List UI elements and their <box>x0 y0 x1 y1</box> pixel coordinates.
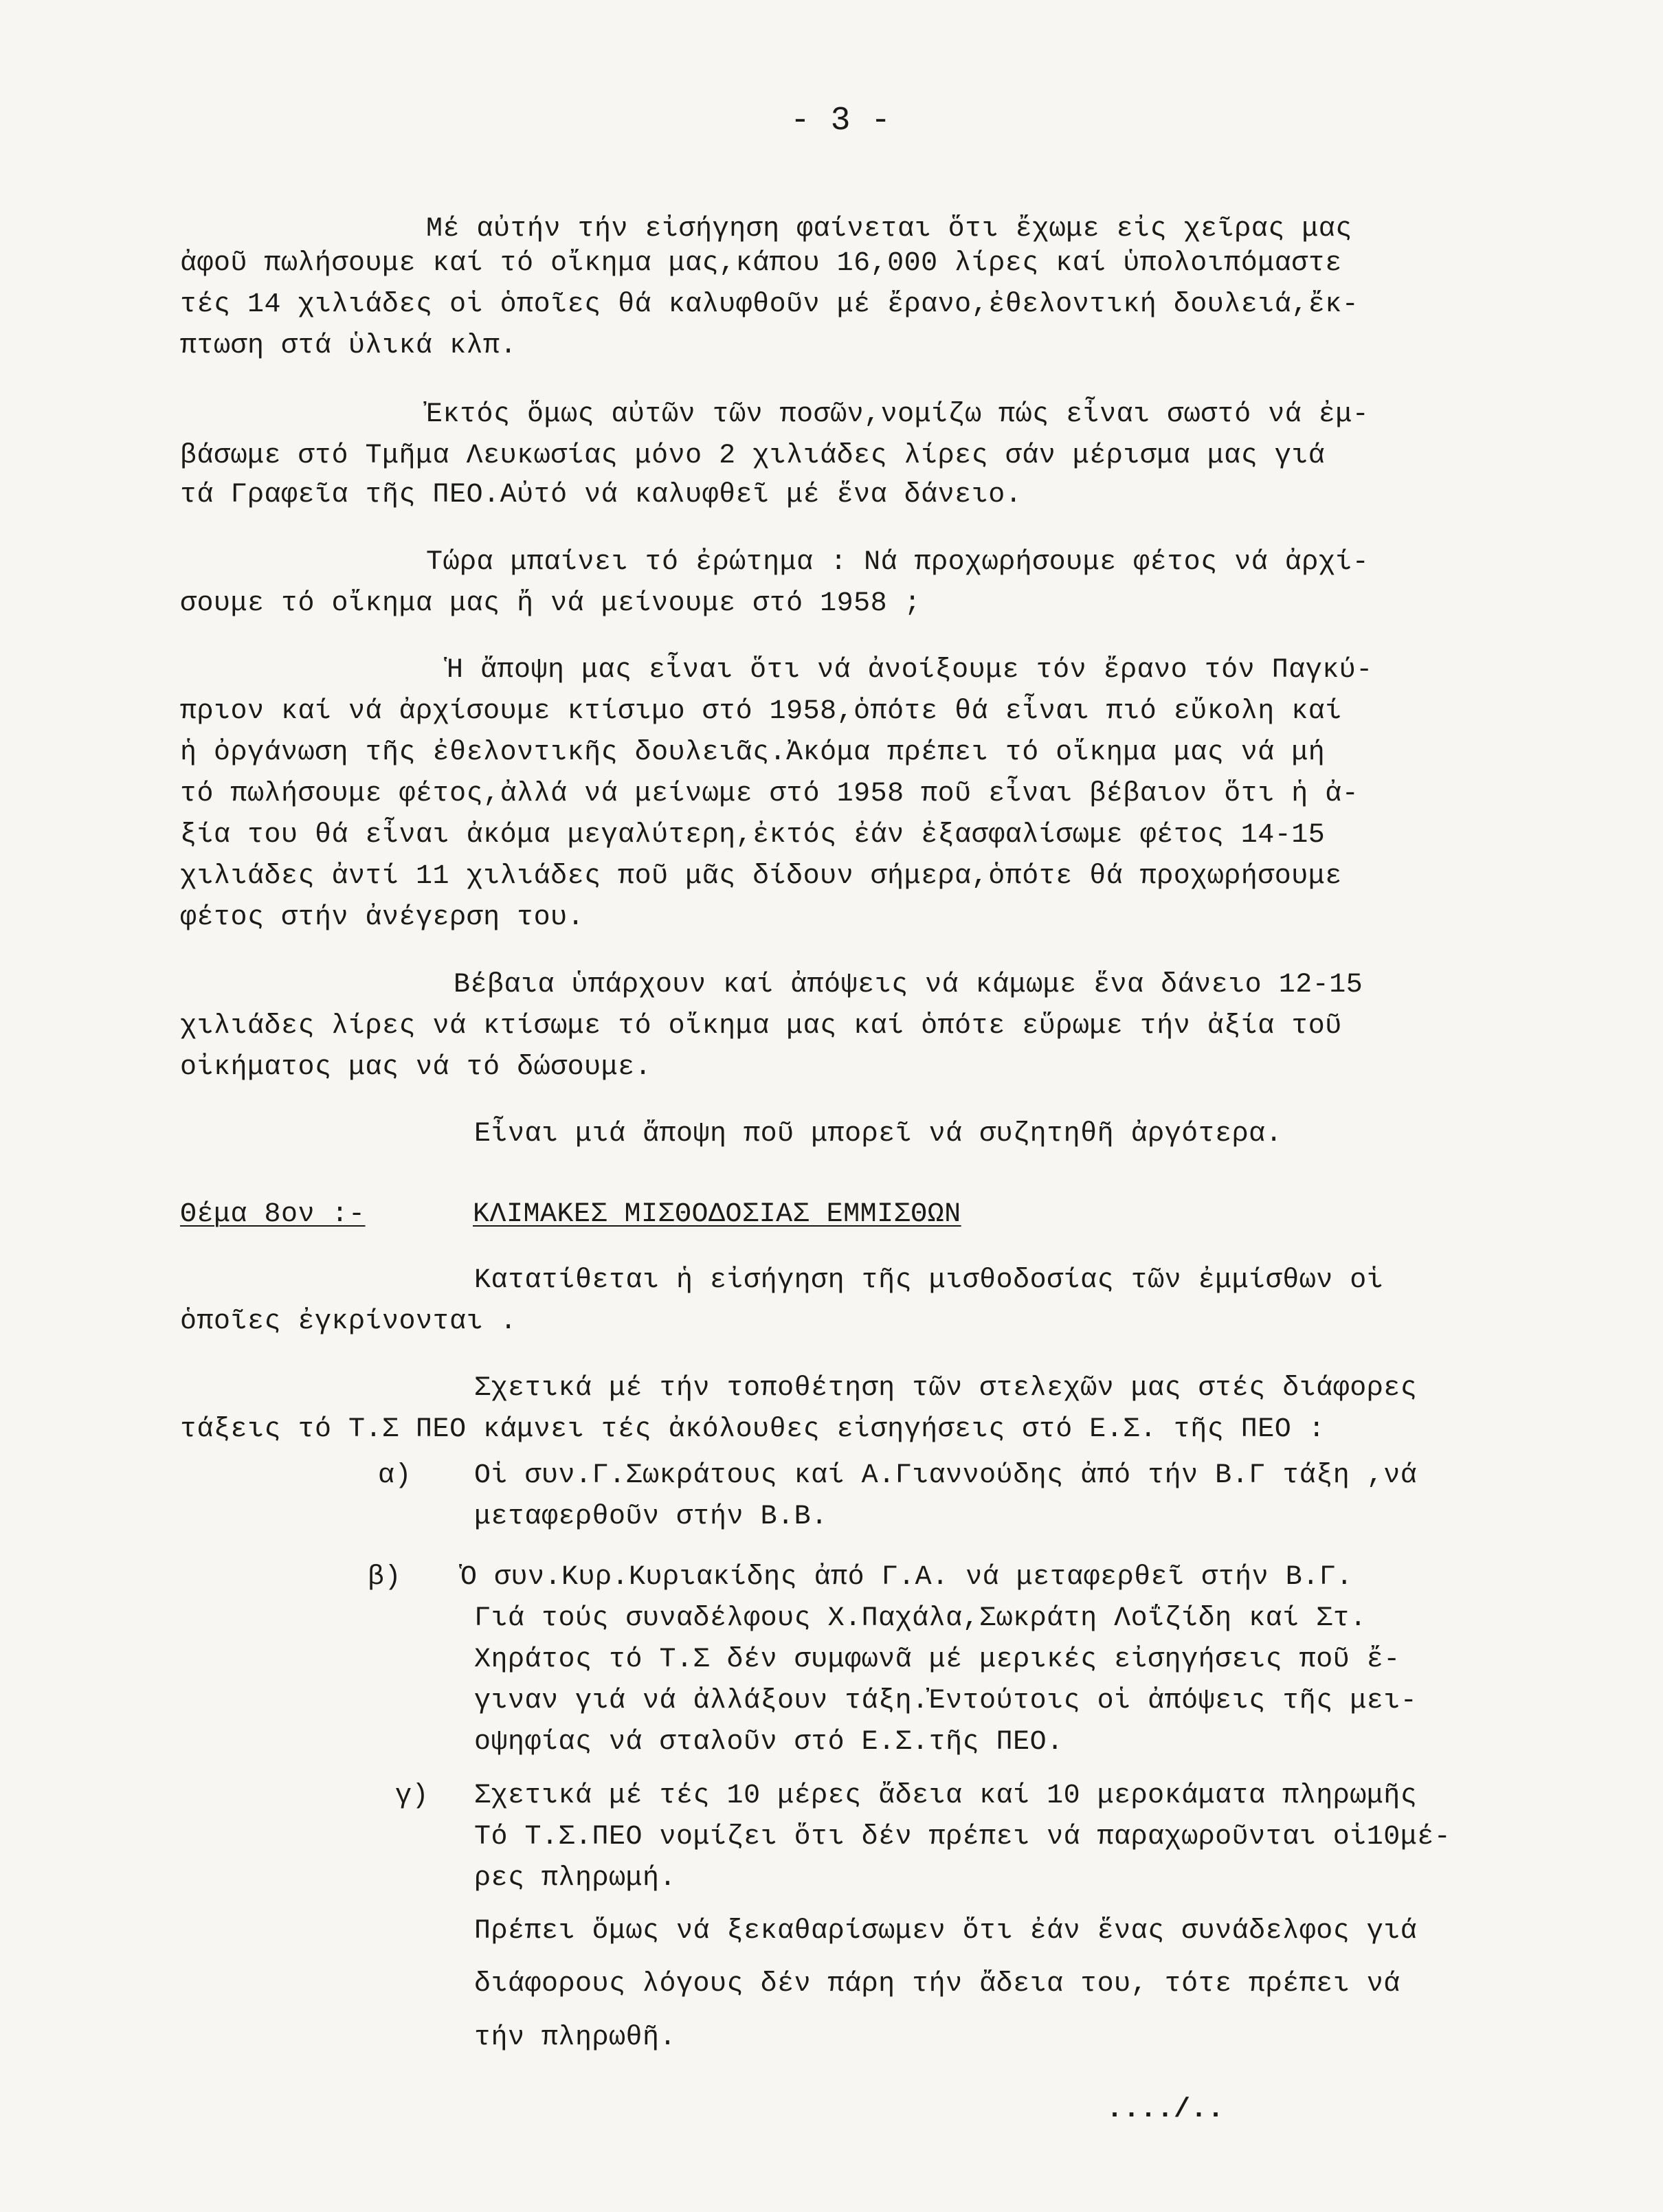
text-line: Βέβαια ὑπάρχουν καί ἀπόψεις νά κάμωμε ἕνα δάνειο 12-15 <box>454 970 1363 1001</box>
text-line: τό πωλήσουμε φέτος,ἀλλά νά μείνωμε στό 1958 ποῦ εἶναι βέβαιον ὅτι ἡ ἀ- <box>180 779 1359 809</box>
list-item-line: γιναν γιά νά ἀλλάξουν τάξη.Ἐντούτοις οἱ ἀπόψεις τῆς μει- <box>474 1686 1418 1717</box>
list-item-line: Οἱ συν.Γ.Σωκράτους καί Α.Γιαννούδης ἀπό τήν Β.Γ τάξη ,νά <box>474 1460 1418 1491</box>
text-line: Σχετικά μέ τήν τοποθέτηση τῶν στελεχῶν μας στές διάφορες <box>474 1373 1418 1404</box>
list-item-line: Γιά τούς συναδέλφους Χ.Παχάλα,Σωκράτη Λοΐζίδη καί Στ. <box>474 1603 1367 1634</box>
text-line: πριον καί νά ἀρχίσουμε κτίσιμο στό 1958,ὁπότε θά εἶναι πιό εὔκολη καί <box>180 696 1342 727</box>
continuation-mark: ..../.. <box>1106 2094 1225 2125</box>
text-line: ἀφοῦ πωλήσουμε καί τό οἴκημα μας,κάπου 16,000 λίρες καί ὑπολοιπόμαστε <box>180 248 1342 279</box>
list-item-line: ρες πληρωμή. <box>474 1863 677 1894</box>
list-item-line: διάφορους λόγους δέν πάρη τήν ἄδεια του, τότε πρέπει νά <box>474 1969 1400 2000</box>
list-item-line: Χηράτος τό Τ.Σ δέν συμφωνᾶ μέ μερικές εἰσηγήσεις ποῦ ἔ- <box>474 1644 1400 1675</box>
text-line: πτωση στά ὑλικά κλπ. <box>180 331 517 361</box>
text-line: Ἐκτός ὅμως αὐτῶν τῶν ποσῶν,νομίζω πώς εἶναι σωστό νά ἐμ- <box>426 399 1370 430</box>
text-line: ὁποῖες ἐγκρίνονται . <box>180 1306 517 1337</box>
list-item-line: Σχετικά μέ τές 10 μέρες ἄδεια καί 10 μεροκάματα πληρωμῆς <box>474 1780 1418 1811</box>
topic-label <box>180 1197 366 1233</box>
text-line: ξία του θά εἶναι ἀκόμα μεγαλύτερη,ἐκτός ἐάν ἐξασφαλίσωμε φέτος 14-15 <box>180 820 1326 851</box>
list-item-line: τήν πληρωθῆ. <box>474 2022 677 2053</box>
text-line: τά Γραφεῖα τῆς ΠΕΟ.Αὐτό νά καλυφθεῖ μέ ἕνα δάνειο. <box>180 480 1023 511</box>
list-marker: γ) <box>395 1780 429 1811</box>
list-item-line: οψηφίας νά σταλοῦν στό Ε.Σ.τῆς ΠΕΟ. <box>474 1727 1064 1758</box>
text-line: Κατατίθεται ἡ εἰσήγηση τῆς μισθοδοσίας τῶν ἐμμίσθων οἱ <box>474 1265 1384 1296</box>
text-line: τές 14 χιλιάδες οἱ ὁποῖες θά καλυφθοῦν μέ ἔρανο,ἐθελοντική δουλειά,ἔκ- <box>180 289 1359 320</box>
topic-title <box>473 1197 961 1233</box>
text-line: χιλιάδες ἀντί 11 χιλιάδες ποῦ μᾶς δίδουν σήμερα,ὁπότε θά προχωρήσουμε <box>180 861 1342 892</box>
text-line: σουμε τό οἴκημα μας ἤ νά μείνουμε στό 1958 ; <box>180 588 922 619</box>
list-item-line: Πρέπει ὅμως νά ξεκαθαρίσωμεν ὅτι ἐάν ἕνας συνάδελφος γιά <box>474 1916 1418 1947</box>
text-line: Ἡ ἄποψη μας εἶναι ὅτι νά ἀνοίξουμε τόν ἔρανο τόν Παγκύ- <box>447 655 1373 686</box>
list-item-line: μεταφερθοῦν στήν Β.Β. <box>474 1501 828 1532</box>
text-line: οἰκήματος μας νά τό δώσουμε. <box>180 1052 652 1083</box>
topic-label-text: Θέμα 8ον :- <box>180 1199 366 1230</box>
topic-title-text: ΚΛΙΜΑΚΕΣ ΜΙΣΘΟΔΟΣΙΑΣ ΕΜΜΙΣΘΩΝ <box>473 1199 961 1230</box>
list-item-line: Τό Τ.Σ.ΠΕΟ νομίζει ὅτι δέν πρέπει νά παραχωροῦνται οἱ10μέ- <box>474 1822 1451 1853</box>
text-line: φέτος στήν ἀνέγερση του. <box>180 902 585 933</box>
text-line: χιλιάδες λίρες νά κτίσωμε τό οἴκημα μας καί ὁπότε εὕρωμε τήν ἀξία τοῦ <box>180 1011 1342 1042</box>
text-line: Τώρα μπαίνει τό ἐρώτημα : Νά προχωρήσουμε φέτος νά ἀρχί- <box>426 547 1370 578</box>
list-marker: β) <box>368 1562 402 1593</box>
page-number: - 3 - <box>790 102 891 139</box>
list-item-line: Ὁ συν.Κυρ.Κυριακίδης ἀπό Γ.Α. νά μεταφερθεῖ στήν Β.Γ. <box>460 1562 1353 1593</box>
text-line: βάσωμε στό Τμῆμα Λευκωσίας μόνο 2 χιλιάδες λίρες σάν μέρισμα μας γιά <box>180 440 1326 471</box>
text-line: Εἶναι μιά ἄποψη ποῦ μπορεῖ νά συζητηθῆ ἀργότερα. <box>474 1119 1283 1150</box>
text-line: τάξεις τό Τ.Σ ΠΕΟ κάμνει τές ἀκόλουθες εἰσηγήσεις στό Ε.Σ. τῆς ΠΕΟ : <box>180 1414 1326 1445</box>
text-line: ἡ ὀργάνωση τῆς ἐθελοντικῆς δουλειᾶς.Ἀκόμα πρέπει τό οἴκημα μας νά μή <box>180 737 1326 768</box>
text-line: Μέ αὐτήν τήν εἰσήγηση φαίνεται ὅτι ἔχωμε εἰς χεῖρας μας <box>426 214 1352 245</box>
list-marker: α) <box>378 1460 412 1491</box>
